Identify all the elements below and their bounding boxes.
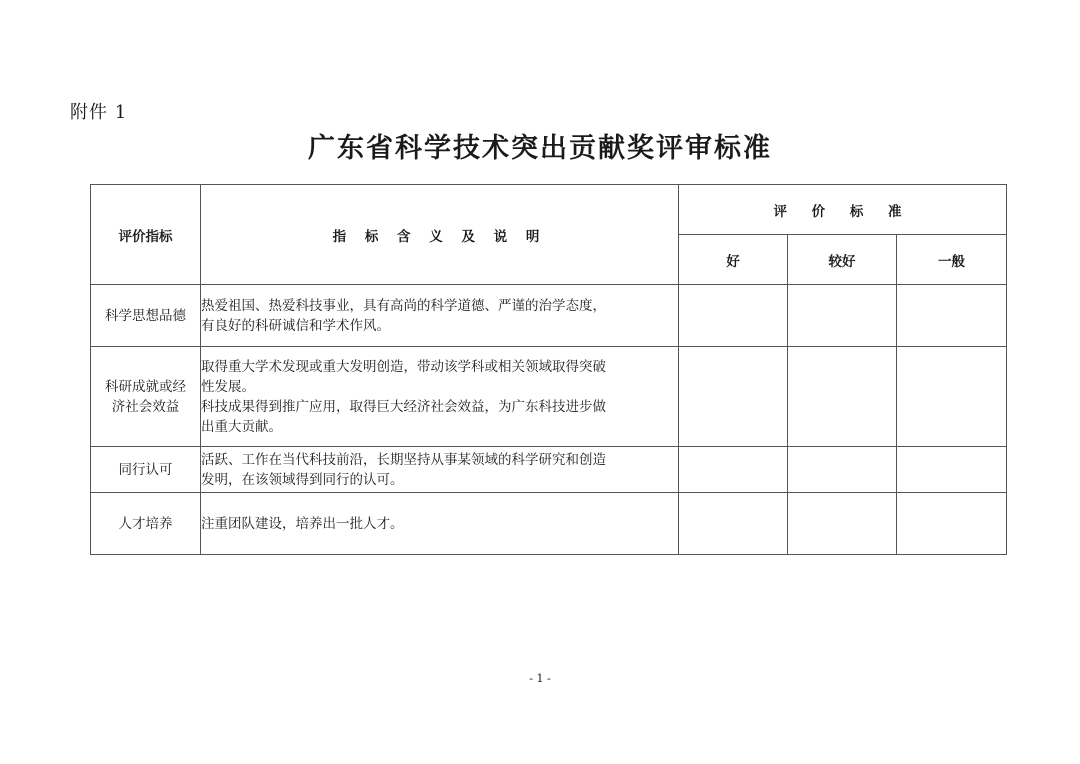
evaluation-standard-table: [90, 184, 1007, 555]
header-fairly-good: 较好: [788, 235, 897, 285]
rating-fairly-good-cell: [788, 285, 897, 347]
description-cell: 热爱祖国、热爱科技事业，具有高尚的科学道德、严谨的治学态度， 有良好的科研诚信和学术作风。: [201, 285, 679, 347]
header-meaning: 指 标 含 义 及 说 明: [201, 185, 679, 285]
header-average: 一般: [897, 235, 1007, 285]
rating-fairly-good-cell: [788, 493, 897, 555]
rating-good-cell: [679, 493, 788, 555]
indicator-cell: 人才培养: [91, 493, 201, 555]
rating-fairly-good-cell: [788, 347, 897, 447]
table-row: [91, 285, 1007, 347]
rating-average-cell: [897, 447, 1007, 493]
description-cell: 注重团队建设，培养出一批人才。: [201, 493, 679, 555]
rating-average-cell: [897, 285, 1007, 347]
rating-good-cell: [679, 447, 788, 493]
rating-average-cell: [897, 493, 1007, 555]
rating-good-cell: [679, 347, 788, 447]
indicator-cell: 同行认可: [91, 447, 201, 493]
header-indicator: 评价指标: [91, 185, 201, 285]
rating-average-cell: [897, 347, 1007, 447]
page-number: - 1 -: [529, 672, 551, 685]
rating-fairly-good-cell: [788, 447, 897, 493]
table-row: [91, 347, 1007, 447]
header-criteria: 评 价 标 准: [679, 185, 1007, 235]
attachment-label: 附件 1: [70, 102, 128, 123]
rating-good-cell: [679, 285, 788, 347]
indicator-cell: 科学思想品德: [91, 285, 201, 347]
description-cell: 取得重大学术发现或重大发明创造，带动该学科或相关领域取得突破 性发展。 科技成果得到推广应用，取得巨大经济社会效益，为广东科技进步做 出重大贡献。: [201, 347, 679, 447]
description-cell: 活跃、工作在当代科技前沿，长期坚持从事某领域的科学研究和创造 发明，在该领域得到同行的认可。: [201, 447, 679, 493]
table-row: [91, 493, 1007, 555]
table-row: [91, 447, 1007, 493]
header-good: 好: [679, 235, 788, 285]
page-title: 广东省科学技术突出贡献奖评审标准: [308, 133, 772, 164]
indicator-cell: 科研成就或经 济社会效益: [91, 347, 201, 447]
